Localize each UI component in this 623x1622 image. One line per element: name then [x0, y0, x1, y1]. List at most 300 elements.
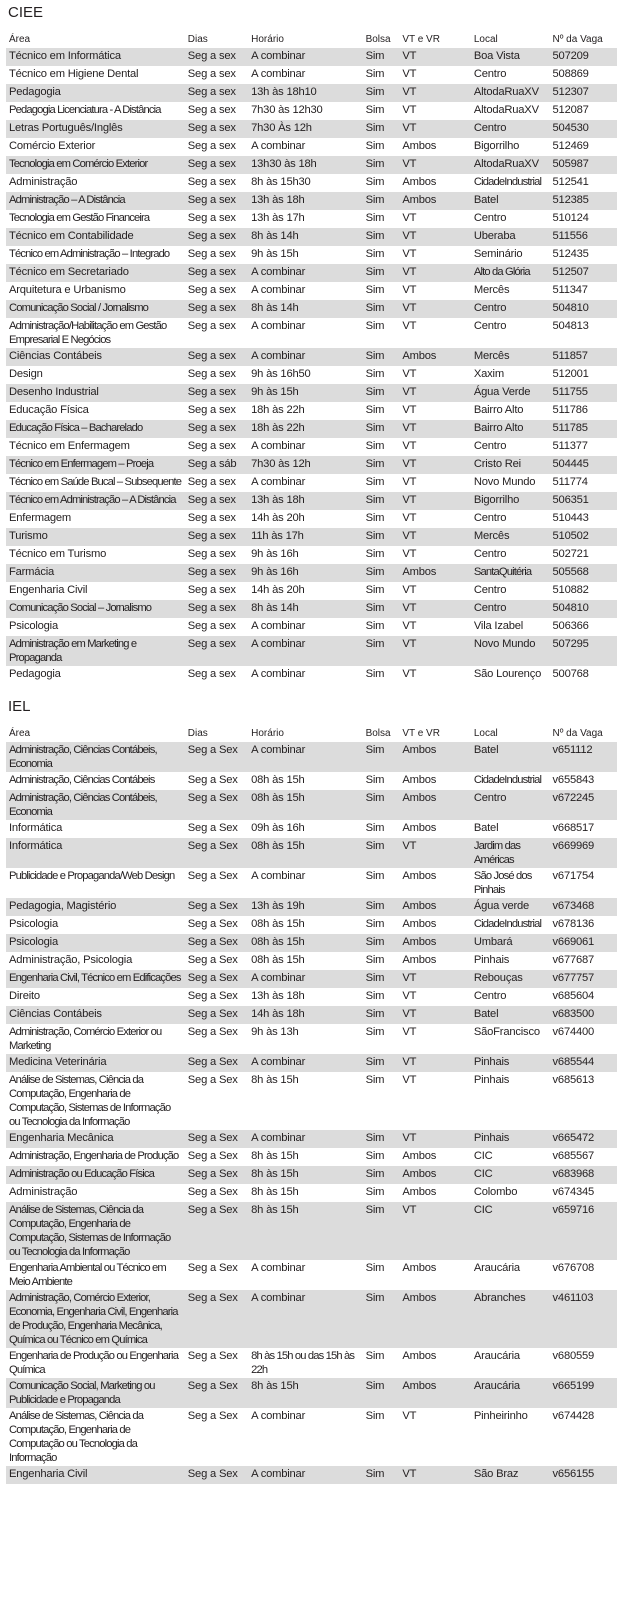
- cell-horario: 14h às 20h: [251, 512, 305, 524]
- cell-vaga: 510124: [552, 212, 589, 224]
- cell-dias: Seg a sex: [185, 120, 248, 138]
- table-row: [6, 820, 617, 838]
- cell-dias: Seg a Sex: [187, 774, 238, 786]
- cell-dias: Seg a sex: [187, 284, 236, 296]
- table-row: [6, 1290, 617, 1348]
- cell-vt-vr: VT: [399, 456, 471, 474]
- cell-horario: 08h às 15h: [251, 918, 305, 930]
- cell-horario: A combinar: [251, 284, 306, 296]
- cell-area: Técnico em Administração – Integrado: [9, 248, 170, 260]
- cell-vt-vr: VT: [402, 1074, 417, 1086]
- cell-area: Letras Português/Inglês: [6, 120, 185, 138]
- cell-vt-vr: Ambos: [399, 564, 471, 582]
- cell-vt-vr: VT: [399, 492, 471, 510]
- cell-vaga: v685613: [552, 1074, 595, 1086]
- cell-horario: A combinar: [248, 742, 362, 772]
- cell-vaga: v655843: [552, 774, 595, 786]
- cell-area: Engenharia de Produção ou Engenharia Química: [9, 1350, 179, 1376]
- cell-area: Turismo: [6, 528, 185, 546]
- cell-dias: Seg a Sex: [187, 1150, 238, 1162]
- cell-area: Administração em Marketing e Propaganda: [6, 636, 185, 666]
- cell-area: Medicina Veterinária: [6, 1054, 185, 1072]
- cell-local: Mercês: [471, 348, 550, 366]
- cell-vaga: 504810: [550, 300, 617, 318]
- cell-dias: Seg a Sex: [187, 1026, 238, 1038]
- cell-local: Pinheirinho: [473, 1410, 528, 1422]
- cell-bolsa: Sim: [365, 584, 385, 596]
- table-row: [6, 1148, 617, 1166]
- cell-vt-vr: VT: [402, 212, 417, 224]
- cell-horario: A combinar: [251, 68, 306, 80]
- cell-local: Água verde: [471, 898, 550, 916]
- table-row: [6, 66, 617, 84]
- cell-vaga: v685544: [550, 1054, 617, 1072]
- cell-bolsa: Sim: [363, 192, 400, 210]
- cell-horario: A combinar: [248, 348, 362, 366]
- cell-area: Pedagogia Licenciatura - A Distância: [9, 104, 161, 116]
- cell-vaga: v683500: [550, 1006, 617, 1024]
- cell-bolsa: Sim: [365, 668, 385, 680]
- cell-area: Engenharia Civil: [9, 584, 88, 596]
- cell-dias: Seg a Sex: [187, 954, 238, 966]
- cell-bolsa: Sim: [365, 822, 385, 834]
- cell-vt-vr: VT: [402, 668, 417, 680]
- cell-vt-vr: Ambos: [402, 870, 437, 882]
- cell-dias: Seg a Sex: [187, 990, 238, 1002]
- cell-bolsa: Sim: [363, 1054, 400, 1072]
- cell-horario: A combinar: [248, 264, 362, 282]
- cell-area: Administração, Engenharia de Produção: [9, 1150, 179, 1162]
- cell-vaga: 504810: [550, 600, 617, 618]
- cell-local: Pinhais: [471, 1054, 550, 1072]
- cell-vt-vr: VT: [399, 228, 471, 246]
- cell-vaga: 511786: [552, 404, 588, 416]
- cell-dias: Seg a sex: [187, 176, 236, 188]
- cell-area: Comunicação Social, Marketing ou Publicidade e Propaganda: [6, 1378, 185, 1408]
- cell-horario: 11h às 17h: [248, 528, 362, 546]
- cell-bolsa: Sim: [363, 156, 400, 174]
- cell-vt-vr: VT: [399, 528, 471, 546]
- cell-dias: Seg a sex: [187, 368, 236, 380]
- cell-area: Engenharia Civil: [6, 1466, 185, 1484]
- cell-horario: 8h às 15h: [251, 1074, 299, 1086]
- cell-vt-vr: VT: [399, 300, 471, 318]
- table-row: [6, 456, 617, 474]
- table-row: [6, 438, 617, 456]
- cell-bolsa: Sim: [363, 1466, 400, 1484]
- cell-vaga: 506351: [550, 492, 617, 510]
- cell-local: Colombo: [473, 1186, 518, 1198]
- cell-vt-vr: VT: [399, 1006, 471, 1024]
- cell-bolsa: Sim: [363, 1166, 400, 1184]
- cell-local: Batel: [471, 1006, 550, 1024]
- cell-horario: A combinar: [251, 1410, 306, 1422]
- cell-vt-vr: VT: [399, 838, 471, 868]
- table-row: [6, 384, 617, 402]
- cell-vt-vr: Ambos: [399, 1378, 471, 1408]
- cell-vaga: v659716: [550, 1202, 617, 1260]
- cell-vaga: v656155: [550, 1466, 617, 1484]
- cell-horario: 9h às 15h: [248, 384, 362, 402]
- cell-local: Mercês: [471, 528, 550, 546]
- cell-vaga: v674428: [552, 1410, 595, 1422]
- header-dias: Dias: [187, 727, 208, 739]
- cell-bolsa: Sim: [363, 300, 400, 318]
- cell-vaga: v680559: [552, 1350, 595, 1362]
- cell-horario: 13h às 18h10: [248, 84, 362, 102]
- cell-horario: 9h às 16h50: [251, 368, 311, 380]
- cell-horario: 7h30 às 12h30: [251, 104, 323, 116]
- cell-horario: 8h às 15h: [248, 1378, 362, 1408]
- cell-bolsa: Sim: [363, 228, 400, 246]
- cell-horario: A combinar: [248, 636, 362, 666]
- cell-bolsa: Sim: [365, 476, 385, 488]
- cell-vt-vr: VT: [399, 1130, 471, 1148]
- table-row: [6, 264, 617, 282]
- cell-bolsa: Sim: [363, 492, 400, 510]
- cell-dias: Seg a Sex: [187, 1074, 238, 1086]
- header-vaga: Nº da Vaga: [552, 33, 603, 45]
- cell-vaga: v665199: [550, 1378, 617, 1408]
- cell-vt-vr: VT: [399, 384, 471, 402]
- cell-dias: Seg a sex: [185, 48, 248, 66]
- cell-dias: Seg a sex: [187, 248, 236, 260]
- cell-dias: Seg a sex: [185, 264, 248, 282]
- cell-local: Centro: [471, 300, 550, 318]
- cell-bolsa: Sim: [363, 1290, 400, 1348]
- cell-vaga: v669061: [550, 934, 617, 952]
- cell-dias: Seg a Sex: [185, 1202, 248, 1260]
- cell-horario: A combinar: [248, 1290, 362, 1348]
- cell-dias: Seg a Sex: [185, 838, 248, 868]
- cell-horario: A combinar: [251, 870, 306, 882]
- cell-bolsa: Sim: [365, 990, 385, 1002]
- cell-area: Tecnologia em Comércio Exterior: [6, 156, 185, 174]
- cell-bolsa: Sim: [363, 790, 400, 820]
- cell-horario: 18h às 22h: [248, 420, 362, 438]
- cell-vt-vr: VT: [399, 120, 471, 138]
- cell-horario: A combinar: [251, 668, 306, 680]
- cell-area: Administração/Habilitação em Gestão Empresarial E Negócios: [9, 320, 167, 346]
- table-row: [6, 988, 617, 1006]
- cell-vt-vr: Ambos: [402, 954, 437, 966]
- cell-vt-vr: VT: [402, 476, 417, 488]
- table-row: [6, 600, 617, 618]
- cell-vaga: 504530: [550, 120, 617, 138]
- table-row: [6, 666, 617, 684]
- cell-bolsa: Sim: [365, 368, 385, 380]
- cell-area: Psicologia: [6, 934, 185, 952]
- cell-vaga: v651112: [550, 742, 617, 772]
- cell-vt-vr: VT: [402, 248, 417, 260]
- cell-local: Novo Mundo: [473, 476, 536, 488]
- cell-dias: Seg a sex: [185, 492, 248, 510]
- cell-vaga: v668517: [552, 822, 595, 834]
- cell-bolsa: Sim: [363, 48, 400, 66]
- cell-bolsa: Sim: [363, 348, 400, 366]
- cell-local: Araucária: [473, 1262, 520, 1274]
- table-row: [6, 1054, 617, 1072]
- cell-area: Técnico em Turismo: [9, 548, 107, 560]
- cell-local: Bigorrilho: [473, 140, 520, 152]
- cell-horario: 8h às 14h: [248, 600, 362, 618]
- cell-dias: Seg a Sex: [187, 1262, 238, 1274]
- cell-area: Informática: [6, 838, 185, 868]
- cell-vt-vr: Ambos: [399, 1166, 471, 1184]
- cell-vt-vr: VT: [399, 970, 471, 988]
- cell-area: Pedagogia: [6, 84, 185, 102]
- cell-local: Rebouças: [471, 970, 550, 988]
- cell-local: Centro: [471, 790, 550, 820]
- cell-horario: 13h30 às 18h: [248, 156, 362, 174]
- cell-local: Batel: [471, 192, 550, 210]
- cell-vt-vr: Ambos: [402, 822, 437, 834]
- table-row: [6, 898, 617, 916]
- cell-area: Tecnologia em Gestão Financeira: [9, 212, 150, 224]
- cell-local: SantaQuitéria: [471, 564, 550, 582]
- ciee-section-title: CIEE: [8, 4, 44, 21]
- cell-vaga: 511377: [552, 440, 588, 452]
- cell-bolsa: Sim: [365, 512, 385, 524]
- table-row: [6, 790, 617, 820]
- cell-local: Pinhais: [473, 1074, 510, 1086]
- cell-dias: Seg a Sex: [187, 1410, 238, 1422]
- cell-local: Centro: [473, 990, 507, 1002]
- cell-vaga: 512435: [552, 248, 589, 260]
- cell-bolsa: Sim: [363, 742, 400, 772]
- table-row: [6, 1024, 617, 1054]
- cell-horario: A combinar: [248, 1054, 362, 1072]
- cell-bolsa: Sim: [365, 548, 385, 560]
- cell-vt-vr: VT: [399, 156, 471, 174]
- cell-dias: Seg a Sex: [187, 870, 238, 882]
- cell-vaga: 504813: [552, 320, 589, 332]
- cell-area: Administração, Ciências Contábeis, Economia: [6, 790, 185, 820]
- cell-local: Araucária: [471, 1378, 550, 1408]
- cell-horario: 9h às 13h: [251, 1026, 299, 1038]
- cell-vt-vr: VT: [402, 990, 417, 1002]
- cell-local: Pinhais: [473, 954, 510, 966]
- cell-local: Água Verde: [471, 384, 550, 402]
- cell-area: Técnico em Secretariado: [6, 264, 185, 282]
- cell-bolsa: Sim: [363, 898, 400, 916]
- cell-local: Jardim das Américas: [471, 838, 550, 868]
- cell-vaga: v677687: [552, 954, 595, 966]
- cell-local: Centro: [473, 212, 507, 224]
- cell-vaga: 511785: [550, 420, 617, 438]
- cell-bolsa: Sim: [365, 248, 385, 260]
- cell-bolsa: Sim: [363, 636, 400, 666]
- cell-dias: Seg a sex: [185, 192, 248, 210]
- cell-horario: 9h às 15h: [251, 248, 299, 260]
- cell-area: Administração, Psicologia: [9, 954, 133, 966]
- cell-vaga: v685604: [552, 990, 595, 1002]
- cell-local: Bairro Alto: [473, 404, 524, 416]
- table-row: [6, 246, 617, 264]
- cell-dias: Seg a sex: [187, 320, 236, 332]
- table-row: [6, 228, 617, 246]
- cell-vt-vr: VT: [402, 548, 417, 560]
- cell-dias: Seg a Sex: [185, 1290, 248, 1348]
- cell-horario: 13h às 19h: [248, 898, 362, 916]
- cell-local: Boa Vista: [471, 48, 550, 66]
- cell-horario: A combinar: [248, 48, 362, 66]
- cell-vaga: v673468: [550, 898, 617, 916]
- cell-horario: A combinar: [251, 1262, 306, 1274]
- table-row: [6, 174, 617, 192]
- ciee-header-row: [6, 30, 617, 48]
- table-row: [6, 120, 617, 138]
- cell-dias: Seg a Sex: [185, 1166, 248, 1184]
- cell-local: CidadeIndustrial: [473, 176, 542, 188]
- table-row: [6, 618, 617, 636]
- cell-local: Centro: [473, 68, 507, 80]
- cell-vt-vr: VT: [399, 264, 471, 282]
- cell-local: AltodaRuaXV: [471, 84, 550, 102]
- cell-vaga: 511774: [552, 476, 588, 488]
- cell-dias: Seg a sex: [187, 104, 236, 116]
- cell-area: Técnico em Enfermagem: [9, 440, 130, 452]
- cell-area: Administração, Comércio Exterior, Economia, Engenharia Civil, Engenharia de Produção, Engenharia Mecânica, Química ou Técnico em Química: [6, 1290, 185, 1348]
- cell-horario: 8h às 15h: [248, 1202, 362, 1260]
- cell-horario: 08h às 15h: [251, 954, 305, 966]
- cell-bolsa: Sim: [365, 140, 385, 152]
- cell-horario: 14h às 20h: [251, 584, 305, 596]
- cell-local: Centro: [473, 584, 507, 596]
- cell-dias: Seg a sex: [185, 636, 248, 666]
- cell-vaga: 511556: [550, 228, 617, 246]
- cell-bolsa: Sim: [363, 1130, 400, 1148]
- cell-dias: Seg a Sex: [185, 934, 248, 952]
- table-row: [6, 916, 617, 934]
- cell-horario: 08h às 15h: [251, 774, 305, 786]
- cell-bolsa: Sim: [365, 1350, 385, 1362]
- cell-dias: Seg a sex: [185, 84, 248, 102]
- cell-horario: 18h às 22h: [251, 404, 305, 416]
- table-row: [6, 1184, 617, 1202]
- cell-horario: A combinar: [251, 440, 306, 452]
- cell-local: Centro: [471, 120, 550, 138]
- cell-dias: Seg a Sex: [187, 918, 238, 930]
- table-row: [6, 582, 617, 600]
- table-row: [6, 210, 617, 228]
- cell-vt-vr: VT: [402, 1410, 417, 1422]
- cell-horario: 9h às 16h: [248, 564, 362, 582]
- cell-vt-vr: VT: [402, 104, 417, 116]
- cell-horario: 08h às 15h: [248, 790, 362, 820]
- cell-horario: A combinar: [248, 970, 362, 988]
- cell-dias: Seg a sex: [185, 228, 248, 246]
- cell-area: Psicologia: [9, 918, 58, 930]
- header-bolsa: Bolsa: [365, 33, 391, 45]
- cell-bolsa: Sim: [363, 528, 400, 546]
- cell-local: São Lourenço: [473, 668, 542, 680]
- cell-dias: Seg a sex: [187, 440, 236, 452]
- cell-vt-vr: Ambos: [399, 898, 471, 916]
- header-vt-vr: VT e VR: [402, 33, 440, 45]
- iel-section-title: IEL: [8, 698, 31, 715]
- cell-local: CIC: [471, 1166, 550, 1184]
- cell-area: Enfermagem: [9, 512, 72, 524]
- cell-bolsa: Sim: [363, 564, 400, 582]
- cell-vt-vr: VT: [402, 584, 417, 596]
- table-row: [6, 420, 617, 438]
- cell-bolsa: Sim: [365, 774, 385, 786]
- cell-vaga: v665472: [550, 1130, 617, 1148]
- cell-dias: Seg a sex: [187, 620, 236, 632]
- cell-vt-vr: Ambos: [399, 348, 471, 366]
- cell-horario: 13h às 18h: [248, 192, 362, 210]
- cell-vt-vr: VT: [402, 368, 417, 380]
- cell-bolsa: Sim: [365, 1026, 385, 1038]
- cell-vaga: 500768: [552, 668, 589, 680]
- cell-local: São Braz: [471, 1466, 550, 1484]
- cell-vaga: 505987: [550, 156, 617, 174]
- cell-local: Batel: [473, 822, 499, 834]
- cell-horario: 08h às 15h: [248, 934, 362, 952]
- cell-horario: 8h às 14h: [248, 300, 362, 318]
- cell-dias: Seg a sex: [185, 156, 248, 174]
- cell-dias: Seg a Sex: [185, 1378, 248, 1408]
- cell-vt-vr: VT: [399, 1054, 471, 1072]
- cell-vt-vr: VT: [399, 84, 471, 102]
- cell-area: Publicidade e Propaganda/Web Design: [9, 870, 175, 882]
- cell-vt-vr: VT: [399, 1202, 471, 1260]
- table-row: [6, 636, 617, 666]
- header-local: Local: [473, 727, 498, 739]
- cell-horario: 08h às 15h: [248, 838, 362, 868]
- cell-area: Engenharia Ambiental ou Técnico em Meio Ambiente: [9, 1262, 166, 1288]
- cell-area: Psicologia: [9, 620, 58, 632]
- cell-vaga: 507295: [550, 636, 617, 666]
- cell-area: Educação Física – Bacharelado: [6, 420, 185, 438]
- cell-local: AltodaRuaXV: [471, 156, 550, 174]
- table-row: [6, 282, 617, 300]
- cell-horario: 13h às 18h: [248, 492, 362, 510]
- cell-dias: Seg a sex: [185, 564, 248, 582]
- cell-dias: Seg a Sex: [185, 1054, 248, 1072]
- cell-local: CidadeIndustrial: [473, 774, 542, 786]
- cell-local: Centro: [471, 600, 550, 618]
- cell-local: Alto da Glória: [471, 264, 550, 282]
- cell-horario: 9h às 16h: [251, 548, 299, 560]
- cell-horario: 8h às 15h30: [251, 176, 311, 188]
- cell-vt-vr: VT: [399, 420, 471, 438]
- cell-area: Ciências Contábeis: [6, 348, 185, 366]
- cell-local: Centro: [473, 440, 507, 452]
- cell-horario: 8h às 14h: [248, 228, 362, 246]
- table-row: [6, 366, 617, 384]
- cell-dias: Seg a Sex: [185, 1006, 248, 1024]
- cell-bolsa: Sim: [363, 264, 400, 282]
- cell-vt-vr: Ambos: [402, 774, 437, 786]
- cell-horario: A combinar: [251, 620, 306, 632]
- cell-dias: Seg a Sex: [185, 742, 248, 772]
- header-vt-vr: VT e VR: [402, 727, 440, 739]
- cell-horario: 13h às 17h: [251, 212, 305, 224]
- cell-bolsa: Sim: [363, 838, 400, 868]
- cell-bolsa: Sim: [363, 1006, 400, 1024]
- cell-area: Comunicação Social / Jornalismo: [6, 300, 185, 318]
- table-row: [6, 1348, 617, 1378]
- cell-vaga: 506366: [552, 620, 589, 632]
- header-vaga: Nº da Vaga: [552, 727, 603, 739]
- table-row: [6, 348, 617, 366]
- cell-bolsa: Sim: [365, 870, 385, 882]
- cell-local: CidadeIndustrial: [473, 918, 542, 930]
- header-horario: Horário: [251, 727, 284, 739]
- cell-bolsa: Sim: [365, 284, 385, 296]
